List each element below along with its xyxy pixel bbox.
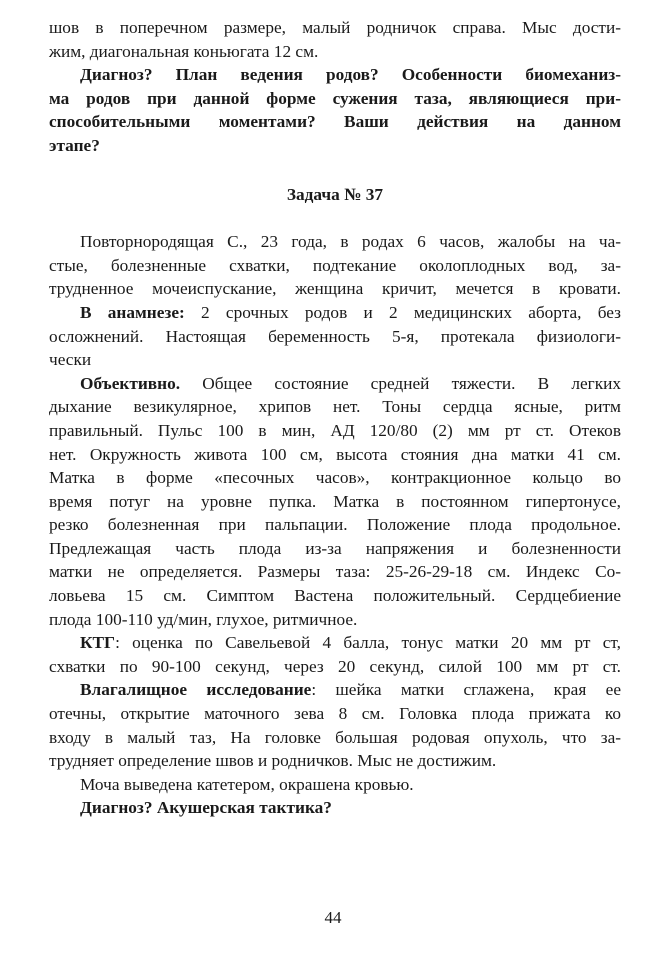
objective-line: матки не определяется. Размеры таза: 25-26-29-18 см. Индекс Со- — [49, 562, 621, 582]
anamnesis-text: 2 срочных родов и 2 медицинских аборта, без — [184, 302, 621, 322]
anamnesis-label: В анамнезе: — [80, 302, 185, 322]
vaginal-label: Влагалищное исследование — [80, 680, 312, 700]
document-page — [49, 16, 621, 820]
objective-line: плода 100-110 уд/мин, глухое, ритмичное. — [49, 609, 358, 629]
objective-line: дыхание везикулярное, хрипов нет. Тоны сердца ясные, ритм — [49, 397, 621, 417]
page-number: 44 — [324, 908, 342, 927]
vaginal-line: трудняет определение швов и родничков. Мыс не достижим. — [49, 751, 497, 771]
question-line: Диагноз? План ведения родов? Особенности биомеханиз- — [80, 65, 621, 85]
final-question-line: Диагноз? Акушерская тактика? — [80, 798, 332, 818]
vaginal-line: отечны, открытие маточного зева 8 см. Головка плода прижата ко — [49, 704, 621, 724]
objective-line: правильный. Пульс 100 в мин, АД 120/80 (2) мм рт ст. Отеков — [49, 420, 621, 440]
objective-line: время потуг на уровне пупка. Матка в постоянном гипертонусе, — [49, 491, 621, 511]
objective-line: Матка в форме «песочных часов», контракционное кольцо во — [49, 468, 621, 488]
intro-line: трудненное мочеиспускание, женщина кричит, мечется в кровати. — [49, 279, 621, 299]
intro-line: Повторнородящая С., 23 года, в родах 6 часов, жалобы на ча- — [80, 232, 621, 252]
objective-text: Общее состояние средней тяжести. В легких — [180, 373, 621, 393]
intro-line: стые, болезненные схватки, подтекание околоплодных вод, за- — [49, 255, 621, 275]
task-title: Задача № 37 — [286, 184, 384, 204]
objective-line: Предлежащая часть плода из-за напряжения и болезненности — [49, 538, 621, 558]
anamnesis-line: чески — [49, 350, 92, 370]
vaginal-text: : шейка матки сглажена, края ее — [311, 680, 621, 700]
anamnesis-line — [49, 301, 621, 325]
question-line: способительными моментами? Ваши действия на данном — [49, 112, 621, 132]
text-line: шов в поперечном размере, малый родничок справа. Мыс дости- — [49, 18, 621, 37]
vaginal-line: входу в малый таз, На головке большая родовая опухоль, что за- — [49, 727, 621, 747]
question-line: ма родов при данной форме сужения таза, являющиеся при- — [49, 88, 621, 108]
vaginal-line — [49, 678, 621, 702]
ktg-line: схватки по 90-100 секунд, через 20 секунд, силой 100 мм рт ст. — [49, 656, 621, 676]
ktg-text: : оценка по Савельевой 4 балла, тонус матки 20 мм рт ст, — [115, 633, 621, 653]
ktg-line — [49, 631, 621, 655]
objective-line: резко болезненная при пальпации. Положение плода продольное. — [49, 515, 621, 535]
anamnesis-line: осложнений. Настоящая беременность 5-я, протекала физиологи- — [49, 326, 621, 346]
objective-line — [49, 372, 621, 396]
objective-line: нет. Окружность живота 100 см, высота стояния дна матки 41 см. — [49, 444, 621, 464]
objective-label: Объективно. — [80, 373, 181, 393]
urine-line: Моча выведена катетером, окрашена кровью. — [80, 774, 414, 794]
objective-line: ловьева 15 см. Симптом Вастена положительный. Сердцебиение — [49, 586, 621, 606]
ktg-label: КТГ — [80, 633, 116, 653]
question-line: этапе? — [49, 135, 100, 155]
text-line: жим, диагональная коньюгата 12 см. — [49, 41, 319, 61]
